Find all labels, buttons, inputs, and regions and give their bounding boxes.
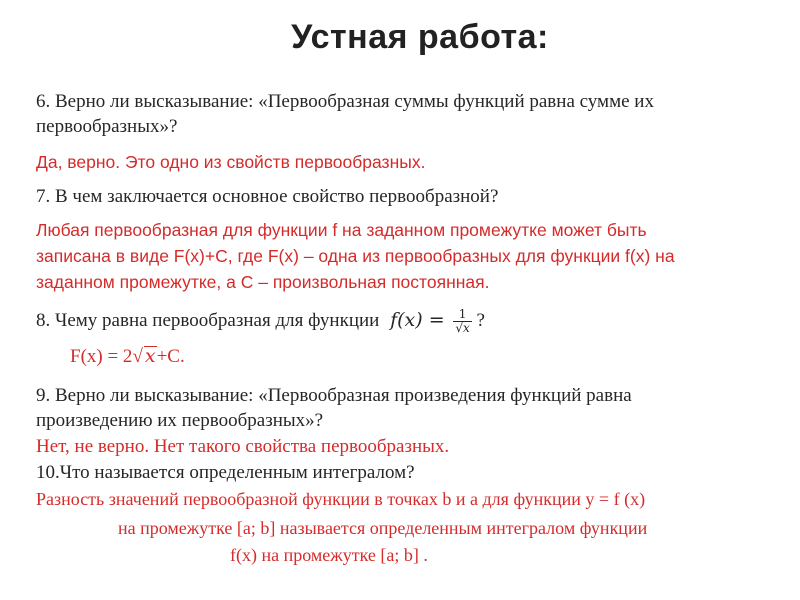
- slide-title: Устная работа:: [291, 18, 549, 56]
- q8-fraction-numerator: 1: [458, 307, 467, 321]
- q8-fraction-denominator: √x: [455, 321, 470, 335]
- q8-answer-sqrt-arg: x: [144, 345, 156, 367]
- q8-answer-suffix: +C.: [156, 346, 185, 367]
- q7-question: 7. В чем заключается основное свойство первообразной?: [36, 186, 499, 207]
- q10-answer-line3: f(x) на промежутке [a; b] .: [230, 545, 428, 565]
- q10-question: 10.Что называется определенным интегралом?: [36, 462, 415, 483]
- q7-answer-line3: заданном промежутке, а С – произвольная постоянная.: [36, 272, 490, 292]
- q9-answer: Нет, не верно. Нет такого свойства первообразных.: [36, 436, 450, 457]
- q6-answer: Да, верно. Это одно из свойств первообразных.: [36, 152, 426, 172]
- q8-answer: [70, 346, 185, 368]
- q7-answer-line2: записана в виде F(x)+C, где F(x) – одна из первообразных для функции f(x) на: [36, 246, 675, 266]
- q8-fraction: [453, 308, 471, 335]
- q10-answer-line1: Разность значений первообразной функции в точках b и a для функции y = f (x): [36, 489, 646, 509]
- q9-line2: произведению их первообразных»?: [36, 410, 324, 431]
- q8-answer-prefix: F(x) = 2: [70, 346, 133, 367]
- q6-line2: первообразных»?: [36, 116, 178, 137]
- q6-line1: 6. Верно ли высказывание: «Первообразная суммы функций равна сумме их: [36, 91, 654, 112]
- q8-question: 8. Чему равна первообразная для функции: [36, 309, 380, 331]
- q8-question-row: [36, 308, 485, 335]
- q8-answer-sqrt-symbol: √: [132, 346, 143, 367]
- q8-question-end: ?: [476, 309, 485, 331]
- q9-line1: 9. Верно ли высказывание: «Первообразная произведения функций равна: [36, 385, 632, 406]
- q8-formula-lhs: f(x) =: [390, 308, 445, 331]
- q7-answer-line1: Любая первообразная для функции f на заданном промежутке может быть: [36, 220, 647, 240]
- q10-answer-line2: на промежутке [a; b] называется определенным интегралом функции: [118, 518, 648, 538]
